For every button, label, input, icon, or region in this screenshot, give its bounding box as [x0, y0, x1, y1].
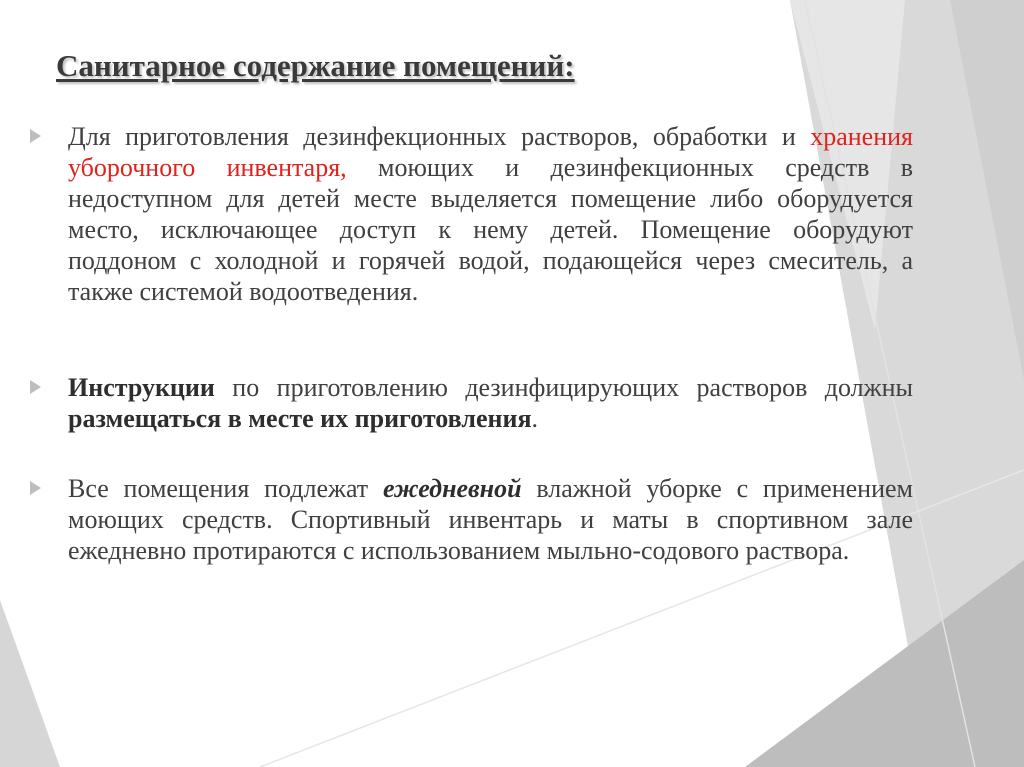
bullet-paragraph-3 — [68, 473, 913, 566]
bullet-2-bold-2: размещаться в месте их приготовления — [68, 404, 532, 433]
decor-shape-bottom — [745, 560, 1024, 767]
decor-shape-bottom-left — [0, 600, 60, 767]
bullet-arrow-icon — [30, 481, 41, 495]
bullet-1-text-1: Для приготовления дезинфекционных растворов, обработки и — [68, 122, 811, 151]
bullet-arrow-icon — [30, 129, 41, 143]
bullet-2-bold-1: Инструкции — [68, 373, 215, 402]
bullet-3-text-1: Все помещения подлежат — [68, 474, 383, 503]
bullet-1-red-text: хранения уборочного инвентаря, — [68, 122, 913, 182]
bullet-2-text-2: . — [531, 404, 539, 433]
slide-title: Санитарное содержание помещений: — [56, 48, 575, 83]
bullet-1-text-2: моющих и дезинфекционных средств в недоступном для детей месте выделяется помещение либо оборудуется место, исключающее доступ к нему детей. Помещение оборудуют поддоном с холодной и горячей водой, подающейся через смеситель, а также системой водоотведения. — [68, 153, 913, 306]
bullet-2-text-1: по приготовлению дезинфицирующих растворов должны — [214, 373, 913, 402]
bullet-arrow-icon — [30, 380, 41, 394]
bullet-3-bold-italic: ежедневной — [382, 474, 522, 503]
bullet-paragraph-2 — [68, 372, 913, 434]
bullet-paragraph-1 — [68, 121, 913, 307]
bullet-3-text-2: влажной уборке с применением моющих средств. Спортивный инвентарь и маты в спортивном зале ежедневно протираются с использованием мыльно-содового раствора. — [68, 474, 913, 565]
